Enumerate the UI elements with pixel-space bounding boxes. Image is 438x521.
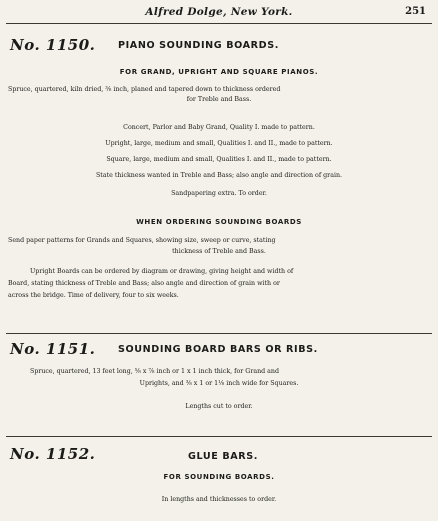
- text-line: Spruce, quartered, kiln dried, ⅜ inch, planed and tapered down to thickness ordered: [8, 86, 281, 93]
- section-heading-1151: SOUNDING BOARD BARS OR RIBS.: [118, 344, 318, 355]
- text-line: Lengths cut to order.: [185, 403, 253, 410]
- text-line: across the bridge. Time of delivery, four to six weeks.: [8, 292, 179, 299]
- text-line: Concert, Parlor and Baby Grand, Quality I. made to pattern.: [123, 124, 315, 131]
- text-line: Square, large, medium and small, Qualities I. and II., made to pattern.: [106, 156, 332, 163]
- section-heading-1150: PIANO SOUNDING BOARDS.: [118, 40, 279, 51]
- section-subheading-1150: FOR GRAND, UPRIGHT AND SQUARE PIANOS.: [119, 68, 319, 76]
- text-line: Upright Boards can be ordered by diagram or drawing, giving height and width of: [30, 268, 294, 275]
- text-line: Uprights, and ⅜ x 1 or 1⅛ inch wide for Squares.: [139, 380, 299, 387]
- section-divider: [6, 436, 432, 437]
- text-line: State thickness wanted in Treble and Bass; also angle and direction of grain.: [95, 172, 343, 179]
- running-title: Alfred Dolge, New York.: [145, 6, 293, 18]
- text-line: for Treble and Bass.: [186, 96, 252, 103]
- item-number-1152: No. 1152.: [10, 445, 96, 463]
- section-subheading-1152: FOR SOUNDING BOARDS.: [163, 473, 275, 481]
- item-number-1151: No. 1151.: [10, 340, 96, 358]
- text-line: In lengths and thicknesses to order.: [161, 496, 277, 503]
- ordering-subheading: WHEN ORDERING SOUNDING BOARDS: [136, 218, 302, 226]
- text-line: Sandpapering extra. To order.: [171, 190, 267, 197]
- text-line: Send paper patterns for Grands and Squares, showing size, sweep or curve, stating: [8, 237, 276, 244]
- section-divider: [6, 333, 432, 334]
- item-number-1150: No. 1150.: [10, 36, 96, 54]
- section-heading-1152: GLUE BARS.: [188, 451, 259, 462]
- header-rule: [6, 23, 432, 24]
- text-line: Spruce, quartered, 13 feet long, ⅝ x ⅞ inch or 1 x 1 inch thick, for Grand and: [30, 368, 280, 375]
- running-header: [0, 6, 438, 20]
- text-line: Board, stating thickness of Treble and Bass; also angle and direction of grain with or: [8, 280, 280, 287]
- text-line: Upright, large, medium and small, Qualities I. and II., made to pattern.: [105, 140, 333, 147]
- page-number: 251: [405, 6, 426, 17]
- text-line: thickness of Treble and Bass.: [172, 248, 266, 255]
